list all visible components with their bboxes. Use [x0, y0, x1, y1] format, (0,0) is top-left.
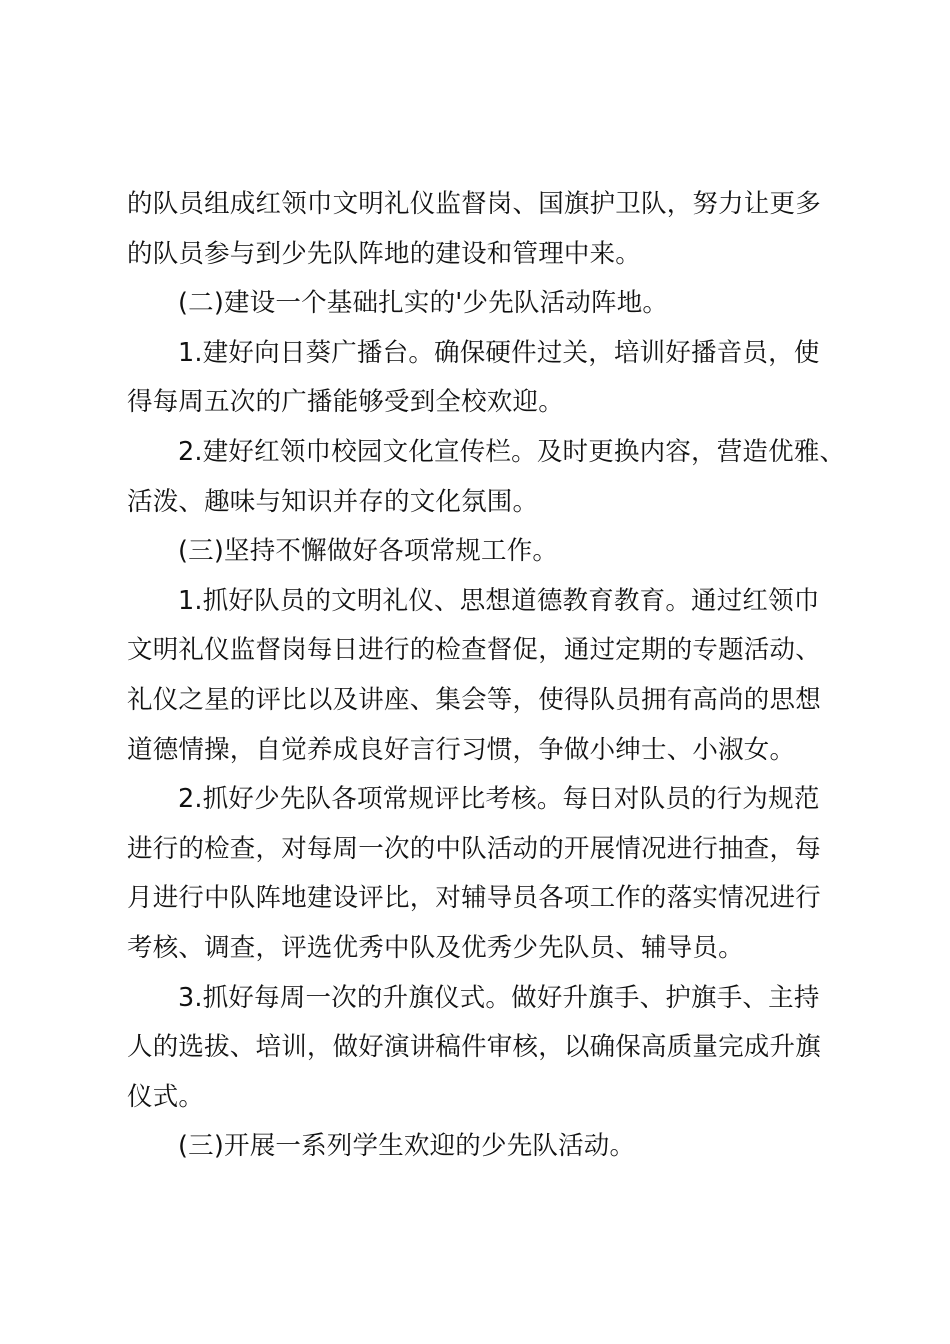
section-heading: (三)坚持不懈做好各项常规工作。 [178, 536, 559, 567]
text-line: 考核、调查，评选优秀中队及优秀少先队员、辅导员。 [127, 932, 744, 963]
text-line: 1.建好向日葵广播台。确保硬件过关，培训好播音员，使 [178, 337, 820, 368]
text-line: 2.抓好少先队各项常规评比考核。每日对队员的行为规范 [178, 784, 820, 815]
text-line: 1.抓好队员的文明礼仪、思想道德教育教育。通过红领巾 [178, 585, 820, 616]
text-line: 仪式。 [127, 1081, 205, 1112]
text-line: 活泼、趣味与知识并存的文化氛围。 [127, 486, 539, 517]
text-line: 礼仪之星的评比以及讲座、集会等，使得队员拥有高尚的思想 [127, 684, 821, 715]
section-heading: (二)建设一个基础扎实的'少先队活动阵地。 [178, 288, 669, 319]
section-heading: (三)开展一系列学生欢迎的少先队活动。 [178, 1131, 636, 1162]
text-line: 的队员组成红领巾文明礼仪监督岗、国旗护卫队，努力让更多 [127, 189, 821, 219]
text-line: 月进行中队阵地建设评比，对辅导员各项工作的落实情况进行 [127, 883, 821, 914]
text-line: 的队员参与到少先队阵地的建设和管理中来。 [127, 238, 642, 269]
text-line: 得每周五次的广播能够受到全校欢迎。 [127, 387, 564, 418]
text-line: 人的选拔、培训，做好演讲稿件审核，以确保高质量完成升旗 [127, 1032, 821, 1063]
text-line: 道德情操，自觉养成良好言行习惯，争做小绅士、小淑女。 [127, 734, 796, 765]
text-line: 3.抓好每周一次的升旗仪式。做好升旗手、护旗手、主持 [178, 982, 820, 1013]
text-line: 文明礼仪监督岗每日进行的检查督促，通过定期的专题活动、 [127, 635, 821, 666]
text-line: 2.建好红领巾校园文化宣传栏。及时更换内容，营造优雅、 [178, 436, 846, 467]
text-line: 进行的检查，对每周一次的中队活动的开展情况进行抽查，每 [127, 833, 821, 864]
document-body [127, 180, 847, 1172]
